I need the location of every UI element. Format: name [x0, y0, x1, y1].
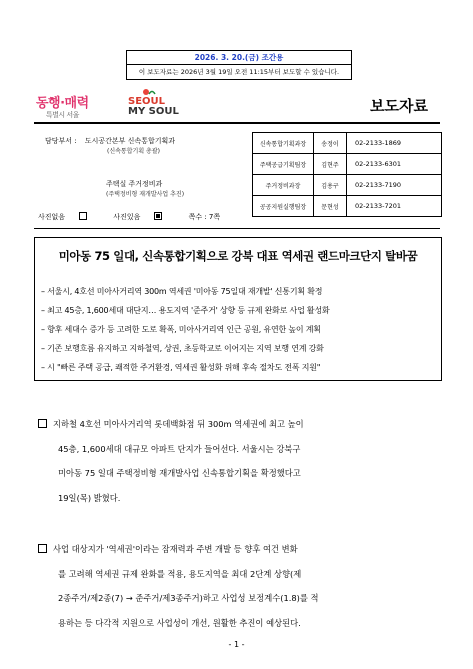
bullet-item: – 최고 45층, 1,600세대 대단지… 용도지역 '준주거' 상향 등 규제 완화로 사업 활성화 [41, 306, 330, 315]
para2-line: 용하는 등 다각적 지원으로 사업성이 개선, 원활한 추진이 예상된다. [58, 617, 301, 628]
embargo-date: 2026. 3. 20.(금) 조간용 [127, 51, 351, 65]
summary-bullets [41, 282, 330, 377]
dept-name: 도시공간본부 신속통합기획과 [84, 137, 176, 145]
bullet-box-icon [38, 419, 47, 428]
contact-phone: 02-2133-7201 [347, 196, 442, 217]
photo-has-label: 사진있음 [113, 213, 141, 221]
para2-line: 사업 대상지가 '역세권'이라는 잠재력과 주변 개발 등 향후 여건 변화 [53, 544, 298, 554]
photo-info-row [38, 212, 232, 222]
table-row [253, 196, 442, 217]
contact-phone: 02-2133-7190 [347, 175, 442, 196]
bullet-item: – 향후 세대수 증가 등 고려한 도로 확폭, 미아사거리역 인근 공원, 유연한 높이 계획 [41, 325, 321, 334]
photo-none-checkbox[interactable] [79, 212, 87, 220]
para1-line: 45층, 1,600세대 대규모 아파트 단지가 들어선다. 서울시는 강북구 [58, 443, 301, 454]
dept-name2-sub: (주택정비형 재개발사업 추진) [106, 191, 185, 198]
contact-phone: 02-2133-1869 [347, 133, 442, 154]
dept-primary [45, 136, 175, 157]
para2-line: 를 고려해 역세권 규제 완화를 적용, 용도지역을 최대 2단계 상향(제 [58, 568, 302, 579]
paragraph-1 [38, 412, 438, 510]
logo-text: 동행·매력 [36, 96, 89, 111]
divider-top [34, 122, 440, 124]
dept-name-sub: (신속통합기획 총괄) [107, 148, 160, 155]
doc-type-title: 보도자료 [370, 97, 428, 115]
table-row [253, 133, 442, 154]
contact-role: 신속통합기획과장 [253, 133, 314, 154]
headline-box [34, 237, 442, 381]
headline: 미아동 75 일대, 신속통합기획으로 강북 대표 역세권 랜드마크단지 탈바꿈 [58, 249, 418, 263]
bullet-item: – 서울시, 4호선 미아사거리역 300m 역세권 '미아동 75일대 재개발' 신통기획 확정 [41, 287, 323, 296]
contact-table [252, 132, 442, 217]
contact-role: 공공지원실행팀장 [253, 196, 314, 217]
para1-line: 미아동 75 일대 주택정비형 재개발사업 신속통합기획을 확정했다고 [58, 468, 301, 478]
contact-person: 김용구 [314, 175, 347, 196]
contact-person: 문현성 [314, 196, 347, 217]
photo-none-label: 사진없음 [38, 213, 66, 221]
para2-line: 2종주거/제2종(7) → 준주거/제3종주거)하고 사업성 보정계수(1.8)를 적 [58, 593, 319, 603]
divider-mid [34, 228, 440, 229]
table-row [253, 175, 442, 196]
page-number: - 1 - [228, 640, 245, 649]
para1-line: 19일(목) 밝혔다. [58, 492, 121, 503]
contact-phone: 02-2133-6301 [347, 154, 442, 175]
embargo-box [126, 50, 352, 80]
dept-name2: 주택실 주거정비과 [106, 180, 163, 188]
bullet-item: – 시 "빠른 주택 공급, 쾌적한 주거환경, 역세권 활성화 위해 후속 절차도 전폭 지원" [41, 363, 321, 372]
embargo-note: 이 보도자료는 2026년 3월 19일 오전 11:15부터 보도할 수 있습니다. [138, 68, 340, 76]
paragraph-2 [38, 537, 438, 635]
logo-seoul: SEOUL [128, 96, 166, 107]
dept-secondary [106, 179, 184, 200]
table-row [253, 154, 442, 175]
contact-role: 주거정비과장 [253, 175, 314, 196]
bullet-item: – 기존 보행흐름 유지하고 지하철역, 상권, 초등학교로 이어지는 지역 보행 연계 강화 [41, 344, 324, 353]
contact-person: 김현주 [314, 154, 347, 175]
seoul-campaign-logo [36, 92, 89, 120]
logo-subtext: 특별시 서울 [45, 111, 79, 119]
contact-role: 주택공급기획팀장 [253, 154, 314, 175]
photo-has-checkbox[interactable] [154, 212, 162, 220]
seoul-logo-icon [142, 88, 156, 96]
bullet-box-icon [38, 544, 47, 553]
contact-person: 송정이 [314, 133, 347, 154]
dept-label: 담당부서 : [45, 137, 77, 145]
seoul-my-soul-logo [128, 88, 179, 117]
para1-line: 지하철 4호선 미아사거리역 롯데백화점 뒤 300m 역세권에 최고 높이 [53, 419, 304, 429]
pages-label: 쪽수 : 7쪽 [188, 213, 221, 221]
logo-mysoul: MY SOUL [128, 106, 179, 117]
